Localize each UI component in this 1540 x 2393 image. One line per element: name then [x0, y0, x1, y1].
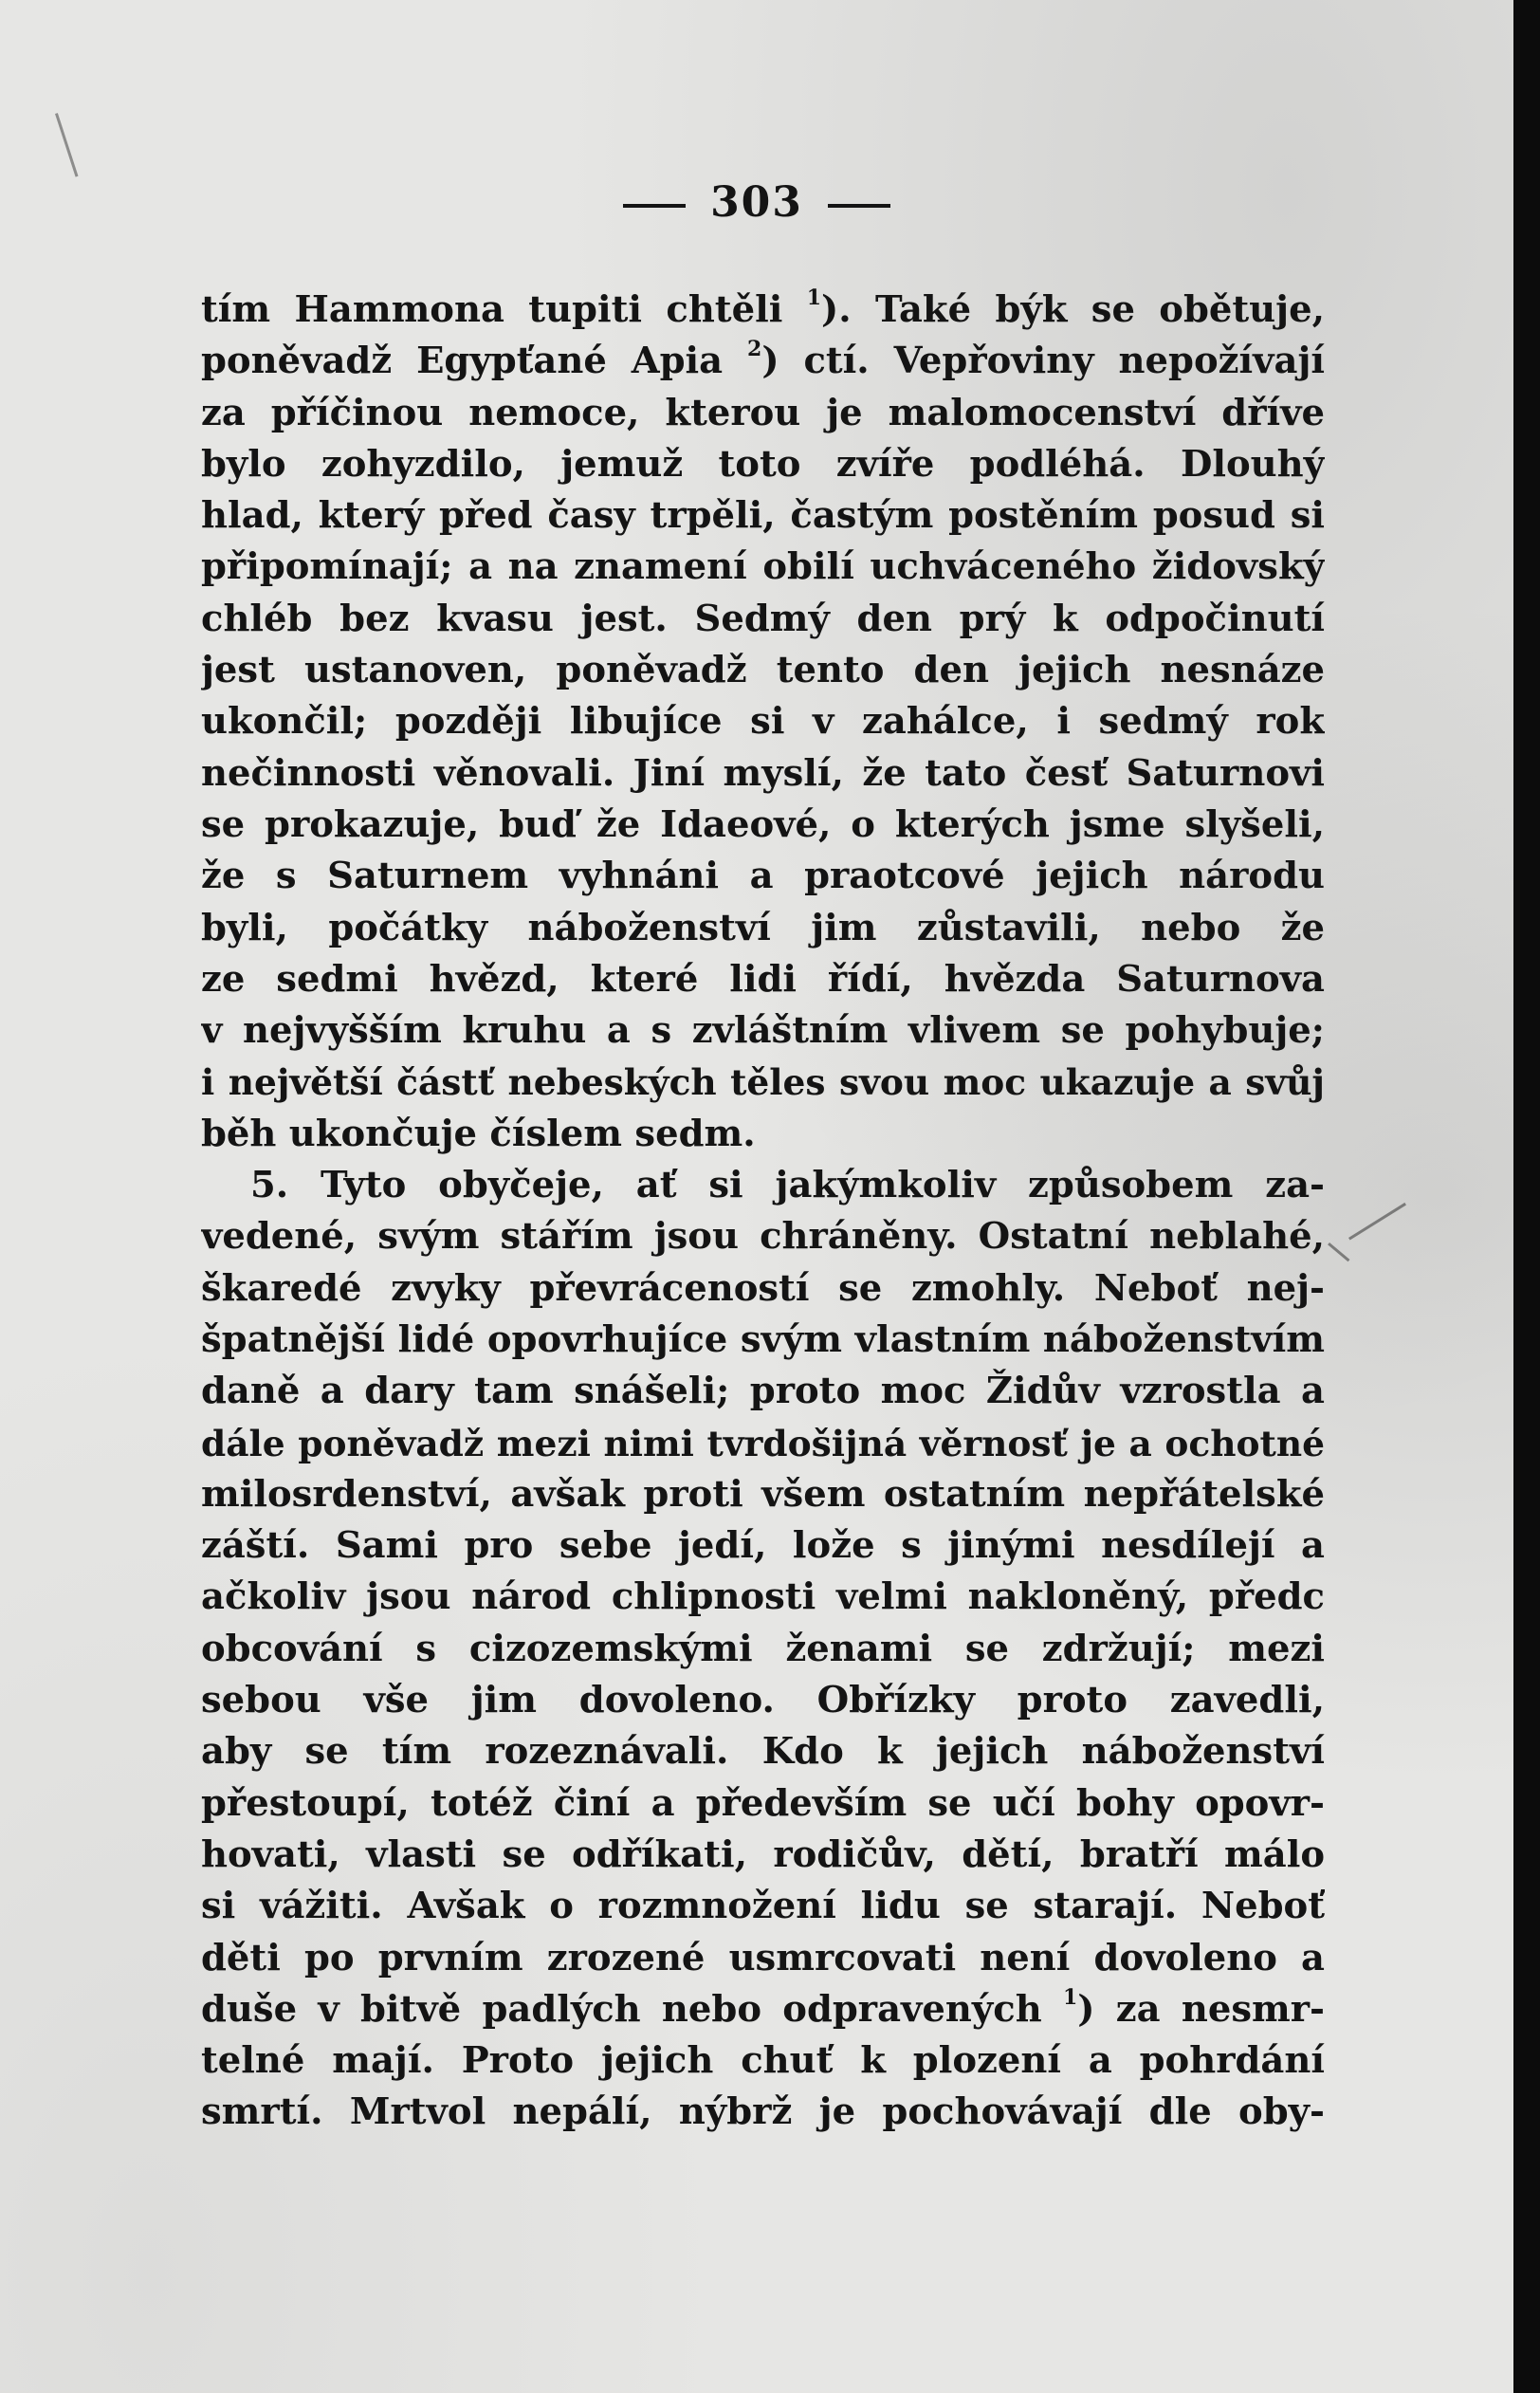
text-line: bylo zohyzdilo, jemuž toto zvíře podléhá. Dlouhý	[201, 442, 1325, 486]
text-line: že s Saturnem vyhnáni a praotcové jejich národu	[201, 855, 1325, 898]
text-line: přestoupí, totéž činí a především se učí bohy opovr-	[201, 1781, 1325, 1825]
text-line: daně a dary tam snášeli; proto moc Židův vzrostla a	[201, 1370, 1325, 1413]
text-line: si vážiti. Avšak o rozmnožení lidu se starají. Neboť	[201, 1885, 1325, 1928]
text-line: poněvadž Egypťané Apia $^2$) ctí. Vepřoviny nepožívají	[201, 337, 1325, 383]
footnote-marker: 1	[806, 285, 822, 311]
text-line: sebou vše jim dovoleno. Obřízky proto zavedli,	[201, 1679, 1325, 1722]
text-line: duše v bitvě padlých nebo odpravených $^1$) za nesmr-	[201, 1984, 1325, 2031]
page-number: 303	[710, 178, 803, 227]
text-line: obcování s cizozemskými ženami se zdržují; mezi	[201, 1627, 1325, 1670]
scan-edge	[1513, 0, 1540, 2393]
pencil-mark-top-left	[55, 113, 78, 177]
text-line: děti po prvním zrozené usmrcovati není dovoleno a	[201, 1936, 1325, 1979]
header-dash-left	[623, 204, 686, 208]
text-line: dále poněvadž mezi nimi tvrdošijná věrnosť je a ochotné	[201, 1422, 1325, 1464]
text-line: tím Hammona tupiti chtěli $^1$). Také býk se obětuje,	[201, 285, 1325, 331]
text-line: záští. Sami pro sebe jedí, lože s jinými nesdílejí a	[201, 1524, 1325, 1568]
page-body-text	[201, 285, 1325, 2139]
text-line: aby se tím rozeznávali. Kdo k jejich náboženství	[201, 1730, 1325, 1774]
text-line: byli, počátky náboženství jim zůstavili, nebo že	[201, 906, 1325, 949]
text-line: vedené, svým stářím jsou chráněny. Ostatní neblahé,	[201, 1215, 1325, 1259]
text-line: telné mají. Proto jejich chuť k plození a pohrdání	[201, 2039, 1325, 2083]
text-line: běh ukončuje číslem sedm.	[201, 1112, 756, 1155]
text-line: smrtí. Mrtvol nepálí, nýbrž je pochovávají dle oby-	[201, 2090, 1325, 2134]
text-line: ačkoliv jsou národ chlipnosti velmi nakloněný, předc	[201, 1575, 1325, 1619]
pencil-mark-right-tick	[1328, 1243, 1349, 1261]
text-line: se prokazuje, buď že Idaeové, o kterých jsme slyšeli,	[201, 802, 1325, 846]
text-line: ze sedmi hvězd, které lidi řídí, hvězda Saturnova	[201, 957, 1325, 1001]
text-line: škaredé zvyky převráceností se zmohly. Neboť nej-	[201, 1266, 1325, 1310]
page-header	[0, 178, 1513, 227]
footnote-marker: 1	[1062, 1984, 1078, 2010]
text-line: za příčinou nemoce, kterou je malomocenství dříve	[201, 391, 1325, 434]
text-line: jest ustanoven, poněvadž tento den jejich nesnáze	[201, 649, 1325, 692]
text-line: hovati, vlasti se odříkati, rodičův, dětí, bratří málo	[201, 1832, 1325, 1876]
footnote-marker: 2	[747, 337, 762, 362]
text-line: milosrdenství, avšak proti všem ostatním nepřátelské	[201, 1472, 1325, 1516]
text-line: připomínají; a na znamení obilí uchváceného židovský	[201, 545, 1325, 589]
text-line: nečinnosti věnovali. Jiní myslí, že tato česť Saturnovi	[201, 751, 1325, 795]
header-dash-right	[828, 204, 890, 208]
text-line: chléb bez kvasu jest. Sedmý den prý k odpočinutí	[201, 597, 1325, 640]
text-line: v nejvyšším kruhu a s zvláštním vlivem se pohybuje;	[201, 1009, 1325, 1053]
text-line: 5. Tyto obyčeje, ať si jakýmkoliv způsobem za-	[250, 1164, 1325, 1207]
text-line: hlad, který před časy trpěli, častým postěním posud si	[201, 494, 1325, 538]
text-line: ukončil; později libujíce si v zahálce, i sedmý rok	[201, 700, 1325, 744]
pencil-mark-right	[1348, 1203, 1406, 1241]
text-line: i největší částť nebeských těles svou moc ukazuje a svůj	[201, 1061, 1325, 1104]
text-line: špatnější lidé opovrhujíce svým vlastním náboženstvím	[201, 1317, 1325, 1361]
